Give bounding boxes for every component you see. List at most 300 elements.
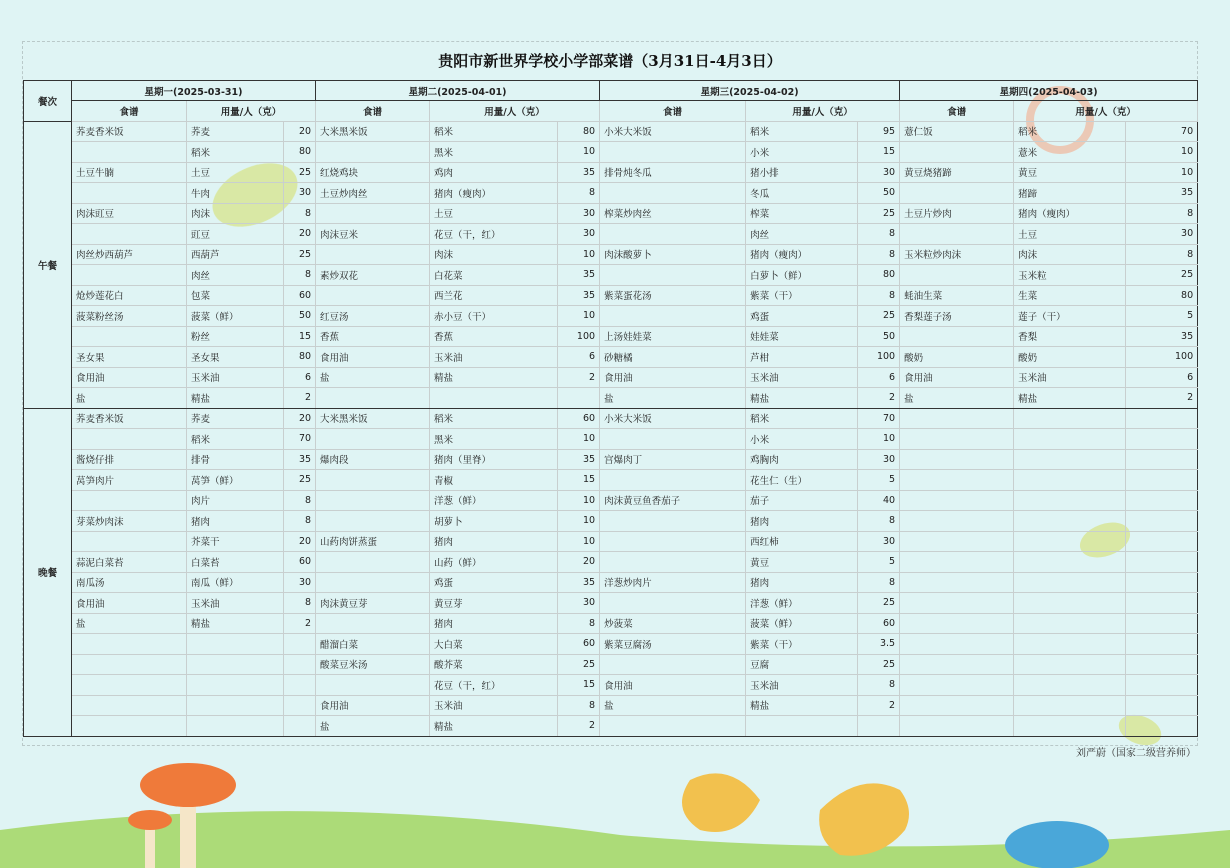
quantity-cell: 10 — [858, 429, 900, 450]
ingredient-cell: 猪肉（里脊） — [430, 449, 558, 470]
dish-cell — [316, 285, 430, 306]
dish-cell: 紫菜豆腐汤 — [600, 634, 746, 655]
dish-cell — [316, 142, 430, 163]
dish-cell: 酸菜豆米汤 — [316, 654, 430, 675]
quantity-cell: 70 — [858, 408, 900, 429]
ingredient-cell: 茄子 — [746, 490, 858, 511]
dish-cell — [900, 531, 1014, 552]
ingredient-cell: 稻米 — [430, 121, 558, 142]
ingredient-cell — [1014, 511, 1126, 532]
dish-cell — [600, 552, 746, 573]
quantity-cell: 30 — [1126, 224, 1198, 245]
table-row — [24, 326, 1198, 347]
dish-column-header: 食谱 — [900, 101, 1014, 122]
ingredient-cell: 稻米 — [187, 429, 284, 450]
table-row — [24, 244, 1198, 265]
quantity-cell: 30 — [558, 224, 600, 245]
table-row — [24, 511, 1198, 532]
quantity-cell: 25 — [284, 162, 316, 183]
ingredient-cell: 鸡蛋 — [430, 572, 558, 593]
quantity-cell: 2 — [558, 716, 600, 737]
ingredient-cell: 肉丝 — [187, 265, 284, 286]
quantity-cell: 25 — [558, 654, 600, 675]
column-header-row — [24, 101, 1198, 122]
quantity-cell: 8 — [1126, 244, 1198, 265]
quantity-cell — [284, 716, 316, 737]
quantity-cell: 30 — [858, 162, 900, 183]
quantity-cell: 6 — [1126, 367, 1198, 388]
table-row — [24, 306, 1198, 327]
ingredient-cell: 猪肉 — [430, 613, 558, 634]
dish-cell: 圣女果 — [72, 347, 187, 368]
qty-column-header: 用量/人（克） — [746, 101, 900, 122]
dish-cell: 南瓜汤 — [72, 572, 187, 593]
ingredient-cell: 香梨 — [1014, 326, 1126, 347]
dish-cell — [900, 552, 1014, 573]
quantity-cell: 30 — [558, 203, 600, 224]
quantity-cell: 10 — [558, 531, 600, 552]
dish-cell — [316, 388, 430, 409]
ingredient-cell: 肉沫 — [1014, 244, 1126, 265]
table-row — [24, 162, 1198, 183]
ingredient-cell: 稻米 — [187, 142, 284, 163]
ingredient-cell: 洋葱（鲜） — [746, 593, 858, 614]
dish-cell: 盐 — [72, 613, 187, 634]
dish-cell — [900, 183, 1014, 204]
dish-cell: 榨菜炒肉丝 — [600, 203, 746, 224]
ingredient-cell: 猪肉 — [746, 572, 858, 593]
ingredient-cell: 酸芥菜 — [430, 654, 558, 675]
table-row — [24, 531, 1198, 552]
dish-cell — [72, 183, 187, 204]
quantity-cell — [1126, 429, 1198, 450]
table-row — [24, 572, 1198, 593]
dish-cell: 红烧鸡块 — [316, 162, 430, 183]
table-row — [24, 142, 1198, 163]
ingredient-cell: 西兰花 — [430, 285, 558, 306]
quantity-cell: 50 — [858, 183, 900, 204]
quantity-cell — [1126, 634, 1198, 655]
dish-cell: 玉米粒炒肉沫 — [900, 244, 1014, 265]
dish-cell — [316, 203, 430, 224]
quantity-cell: 35 — [558, 572, 600, 593]
quantity-cell — [284, 654, 316, 675]
dish-cell: 土豆炒肉丝 — [316, 183, 430, 204]
dish-cell: 食用油 — [72, 367, 187, 388]
ingredient-cell: 生菜 — [1014, 285, 1126, 306]
ingredient-cell: 牛肉 — [187, 183, 284, 204]
dish-cell — [72, 675, 187, 696]
ingredient-cell: 土豆 — [187, 162, 284, 183]
ingredient-cell: 鸡肉 — [430, 162, 558, 183]
quantity-cell: 10 — [558, 490, 600, 511]
ingredient-cell — [187, 634, 284, 655]
ingredient-cell: 薏米 — [1014, 142, 1126, 163]
quantity-cell: 8 — [284, 265, 316, 286]
dish-cell — [72, 224, 187, 245]
ingredient-cell — [1014, 716, 1126, 737]
quantity-cell: 2 — [284, 613, 316, 634]
dish-cell — [72, 531, 187, 552]
quantity-cell — [1126, 511, 1198, 532]
ingredient-cell: 玉米油 — [187, 593, 284, 614]
quantity-cell: 20 — [284, 408, 316, 429]
ingredient-cell: 稻米 — [430, 408, 558, 429]
quantity-cell: 80 — [1126, 285, 1198, 306]
ingredient-cell: 肉丝 — [746, 224, 858, 245]
table-row — [24, 593, 1198, 614]
ingredient-cell: 荞麦 — [187, 121, 284, 142]
quantity-cell — [284, 675, 316, 696]
dish-cell: 大米黑米饭 — [316, 121, 430, 142]
ingredient-cell: 玉米油 — [746, 675, 858, 696]
dish-cell — [72, 695, 187, 716]
table-row — [24, 470, 1198, 491]
quantity-cell: 60 — [558, 634, 600, 655]
table-row — [24, 429, 1198, 450]
dish-cell: 酱烧仔排 — [72, 449, 187, 470]
ingredient-cell: 紫菜（干） — [746, 634, 858, 655]
ingredient-cell: 酸奶 — [1014, 347, 1126, 368]
ingredient-cell: 娃娃菜 — [746, 326, 858, 347]
ingredient-cell: 精盐 — [187, 613, 284, 634]
dish-cell — [900, 613, 1014, 634]
ingredient-cell: 精盐 — [746, 388, 858, 409]
quantity-cell: 25 — [858, 203, 900, 224]
dish-cell — [72, 634, 187, 655]
quantity-cell — [1126, 716, 1198, 737]
quantity-cell: 8 — [858, 224, 900, 245]
dish-cell: 菠菜粉丝汤 — [72, 306, 187, 327]
meal-label: 午餐 — [24, 121, 72, 408]
dish-cell — [600, 654, 746, 675]
dish-cell — [316, 511, 430, 532]
dish-cell — [72, 490, 187, 511]
quantity-cell: 35 — [558, 265, 600, 286]
quantity-cell: 35 — [558, 285, 600, 306]
dish-cell — [900, 449, 1014, 470]
dish-cell: 山药肉饼蒸蛋 — [316, 531, 430, 552]
dish-cell: 荞麦香米饭 — [72, 408, 187, 429]
ingredient-cell: 猪小排 — [746, 162, 858, 183]
ingredient-cell: 胡萝卜 — [430, 511, 558, 532]
quantity-cell: 30 — [858, 531, 900, 552]
quantity-cell: 8 — [284, 593, 316, 614]
quantity-cell: 10 — [558, 511, 600, 532]
dish-cell: 炒菠菜 — [600, 613, 746, 634]
dish-cell: 肉沫豆米 — [316, 224, 430, 245]
quantity-cell: 60 — [284, 285, 316, 306]
ingredient-cell: 黄豆 — [1014, 162, 1126, 183]
quantity-cell: 5 — [1126, 306, 1198, 327]
dish-cell: 盐 — [600, 388, 746, 409]
dish-cell — [72, 265, 187, 286]
quantity-cell: 8 — [858, 285, 900, 306]
ingredient-cell — [1014, 490, 1126, 511]
ingredient-cell — [430, 388, 558, 409]
quantity-cell: 3.5 — [858, 634, 900, 655]
dish-cell — [600, 716, 746, 737]
quantity-cell — [1126, 449, 1198, 470]
meal-column-header: 餐次 — [24, 81, 72, 122]
ingredient-cell: 白花菜 — [430, 265, 558, 286]
dish-cell: 排骨炖冬瓜 — [600, 162, 746, 183]
quantity-cell: 8 — [858, 244, 900, 265]
ingredient-cell: 菠菜（鲜） — [187, 306, 284, 327]
ingredient-cell — [187, 675, 284, 696]
dish-cell — [72, 654, 187, 675]
ingredient-cell — [1014, 572, 1126, 593]
dish-cell — [600, 265, 746, 286]
quantity-cell — [1126, 613, 1198, 634]
quantity-cell: 80 — [284, 142, 316, 163]
day-header: 星期一(2025-03-31) — [72, 81, 316, 101]
dish-cell — [900, 716, 1014, 737]
quantity-cell: 8 — [558, 613, 600, 634]
quantity-cell: 100 — [558, 326, 600, 347]
menu-sheet — [22, 41, 1198, 746]
table-row — [24, 613, 1198, 634]
dish-cell: 食用油 — [316, 347, 430, 368]
dish-cell — [900, 224, 1014, 245]
quantity-cell: 8 — [558, 183, 600, 204]
dish-cell: 蚝油生菜 — [900, 285, 1014, 306]
menu-table — [23, 80, 1198, 737]
ingredient-cell — [187, 716, 284, 737]
ingredient-cell — [187, 695, 284, 716]
ingredient-cell: 猪肉 — [746, 511, 858, 532]
quantity-cell: 2 — [858, 388, 900, 409]
table-row — [24, 408, 1198, 429]
quantity-cell — [1126, 490, 1198, 511]
quantity-cell: 8 — [858, 511, 900, 532]
quantity-cell: 35 — [1126, 326, 1198, 347]
quantity-cell: 20 — [284, 224, 316, 245]
quantity-cell: 10 — [558, 429, 600, 450]
dish-cell: 砂糖橘 — [600, 347, 746, 368]
quantity-cell: 20 — [284, 531, 316, 552]
dish-cell: 盐 — [900, 388, 1014, 409]
quantity-cell: 95 — [858, 121, 900, 142]
ingredient-cell — [1014, 675, 1126, 696]
ingredient-cell — [1014, 593, 1126, 614]
quantity-cell: 6 — [284, 367, 316, 388]
quantity-cell — [858, 716, 900, 737]
quantity-cell: 100 — [1126, 347, 1198, 368]
ingredient-cell: 黄豆 — [746, 552, 858, 573]
quantity-cell: 80 — [858, 265, 900, 286]
table-row — [24, 716, 1198, 737]
dish-cell — [72, 142, 187, 163]
table-row — [24, 265, 1198, 286]
quantity-cell: 50 — [284, 306, 316, 327]
ingredient-cell: 花生仁（生） — [746, 470, 858, 491]
dish-cell — [900, 470, 1014, 491]
ingredient-cell — [1014, 429, 1126, 450]
dish-cell — [316, 552, 430, 573]
quantity-cell: 20 — [558, 552, 600, 573]
table-row — [24, 183, 1198, 204]
ingredient-cell: 包菜 — [187, 285, 284, 306]
quantity-cell: 50 — [858, 326, 900, 347]
ingredient-cell: 猪肉 — [430, 531, 558, 552]
ingredient-cell: 精盐 — [187, 388, 284, 409]
quantity-cell — [1126, 408, 1198, 429]
ingredient-cell: 排骨 — [187, 449, 284, 470]
ingredient-cell: 莴笋（鲜） — [187, 470, 284, 491]
dish-cell — [900, 408, 1014, 429]
dish-cell: 红豆汤 — [316, 306, 430, 327]
table-row — [24, 121, 1198, 142]
quantity-cell: 2 — [1126, 388, 1198, 409]
quantity-cell — [558, 388, 600, 409]
quantity-cell: 2 — [558, 367, 600, 388]
quantity-cell: 15 — [858, 142, 900, 163]
ingredient-cell — [1014, 470, 1126, 491]
qty-column-header: 用量/人（克） — [430, 101, 600, 122]
ingredient-cell — [1014, 552, 1126, 573]
ingredient-cell: 黑米 — [430, 429, 558, 450]
ingredient-cell: 大白菜 — [430, 634, 558, 655]
dish-cell: 肉沫黄豆芽 — [316, 593, 430, 614]
dish-cell: 炝炒莲花白 — [72, 285, 187, 306]
ingredient-cell: 精盐 — [430, 716, 558, 737]
ingredient-cell: 猪肉（瘦肉） — [430, 183, 558, 204]
ingredient-cell: 肉沫 — [430, 244, 558, 265]
quantity-cell: 5 — [858, 552, 900, 573]
dish-cell — [900, 490, 1014, 511]
quantity-cell: 20 — [284, 121, 316, 142]
page-title: 贵阳市新世界学校小学部菜谱（3月31日-4月3日） — [438, 52, 782, 70]
dish-cell: 黄豆烧猪蹄 — [900, 162, 1014, 183]
dish-cell — [600, 306, 746, 327]
ingredient-cell: 白菜苔 — [187, 552, 284, 573]
ingredient-cell: 精盐 — [1014, 388, 1126, 409]
quantity-cell: 10 — [558, 244, 600, 265]
dish-cell — [72, 326, 187, 347]
dish-cell: 薏仁饭 — [900, 121, 1014, 142]
quantity-cell — [1126, 531, 1198, 552]
ingredient-cell: 土豆 — [430, 203, 558, 224]
table-row — [24, 203, 1198, 224]
dish-cell — [316, 470, 430, 491]
ingredient-cell: 稻米 — [746, 408, 858, 429]
quantity-cell: 8 — [558, 695, 600, 716]
ingredient-cell: 精盐 — [746, 695, 858, 716]
quantity-cell: 30 — [558, 593, 600, 614]
quantity-cell: 80 — [558, 121, 600, 142]
ingredient-cell: 圣女果 — [187, 347, 284, 368]
quantity-cell: 25 — [858, 306, 900, 327]
dish-column-header: 食谱 — [600, 101, 746, 122]
table-row — [24, 695, 1198, 716]
quantity-cell: 8 — [284, 490, 316, 511]
quantity-cell — [1126, 552, 1198, 573]
dish-cell: 肉沫豇豆 — [72, 203, 187, 224]
dish-cell: 爆肉段 — [316, 449, 430, 470]
quantity-cell: 10 — [1126, 162, 1198, 183]
dish-cell: 盐 — [316, 716, 430, 737]
dish-cell: 食用油 — [600, 367, 746, 388]
quantity-cell: 8 — [284, 511, 316, 532]
quantity-cell: 15 — [284, 326, 316, 347]
dish-cell — [600, 224, 746, 245]
table-row — [24, 388, 1198, 409]
ingredient-cell: 白萝卜（鲜） — [746, 265, 858, 286]
ingredient-cell: 玉米油 — [430, 695, 558, 716]
ingredient-cell — [1014, 449, 1126, 470]
quantity-cell: 10 — [1126, 142, 1198, 163]
ingredient-cell: 紫菜（干） — [746, 285, 858, 306]
ingredient-cell: 粉丝 — [187, 326, 284, 347]
ingredient-cell — [1014, 654, 1126, 675]
quantity-cell: 8 — [858, 675, 900, 696]
dish-cell: 香梨莲子汤 — [900, 306, 1014, 327]
quantity-cell — [1126, 572, 1198, 593]
quantity-cell: 60 — [284, 552, 316, 573]
dish-column-header: 食谱 — [316, 101, 430, 122]
quantity-cell: 80 — [284, 347, 316, 368]
quantity-cell: 70 — [1126, 121, 1198, 142]
dish-cell — [600, 470, 746, 491]
dish-cell — [900, 593, 1014, 614]
ingredient-cell: 猪蹄 — [1014, 183, 1126, 204]
ingredient-cell: 黄豆芽 — [430, 593, 558, 614]
dish-cell — [316, 490, 430, 511]
quantity-cell — [1126, 695, 1198, 716]
ingredient-cell: 玉米油 — [1014, 367, 1126, 388]
dish-cell — [600, 142, 746, 163]
ingredient-cell: 花豆（干，红） — [430, 675, 558, 696]
ingredient-cell: 芦柑 — [746, 347, 858, 368]
quantity-cell: 2 — [284, 388, 316, 409]
ingredient-cell — [187, 654, 284, 675]
quantity-cell: 30 — [858, 449, 900, 470]
ingredient-cell: 莲子（干） — [1014, 306, 1126, 327]
quantity-cell: 25 — [284, 244, 316, 265]
qty-column-header: 用量/人（克） — [187, 101, 316, 122]
day-header: 星期二(2025-04-01) — [316, 81, 600, 101]
dish-cell: 宫爆肉丁 — [600, 449, 746, 470]
table-row — [24, 490, 1198, 511]
ingredient-cell — [1014, 613, 1126, 634]
dish-cell: 洋葱炒肉片 — [600, 572, 746, 593]
dish-cell: 小米大米饭 — [600, 121, 746, 142]
dish-cell: 盐 — [600, 695, 746, 716]
dish-cell: 香蕉 — [316, 326, 430, 347]
table-row — [24, 367, 1198, 388]
quantity-cell — [1126, 593, 1198, 614]
quantity-cell — [284, 695, 316, 716]
dish-cell: 素炒双花 — [316, 265, 430, 286]
quantity-cell: 25 — [1126, 265, 1198, 286]
quantity-cell: 2 — [858, 695, 900, 716]
dish-cell: 莴笋肉片 — [72, 470, 187, 491]
qty-column-header: 用量/人（克） — [1014, 101, 1198, 122]
ingredient-cell: 菠菜（鲜） — [746, 613, 858, 634]
ingredient-cell: 小米 — [746, 429, 858, 450]
ingredient-cell: 猪肉（瘦肉） — [746, 244, 858, 265]
dish-cell — [900, 695, 1014, 716]
table-row — [24, 224, 1198, 245]
dish-cell: 土豆片炒肉 — [900, 203, 1014, 224]
ingredient-cell: 黑米 — [430, 142, 558, 163]
ingredient-cell: 西葫芦 — [187, 244, 284, 265]
dish-cell: 食用油 — [600, 675, 746, 696]
ingredient-cell: 玉米油 — [746, 367, 858, 388]
dish-cell: 盐 — [72, 388, 187, 409]
quantity-cell: 15 — [558, 675, 600, 696]
